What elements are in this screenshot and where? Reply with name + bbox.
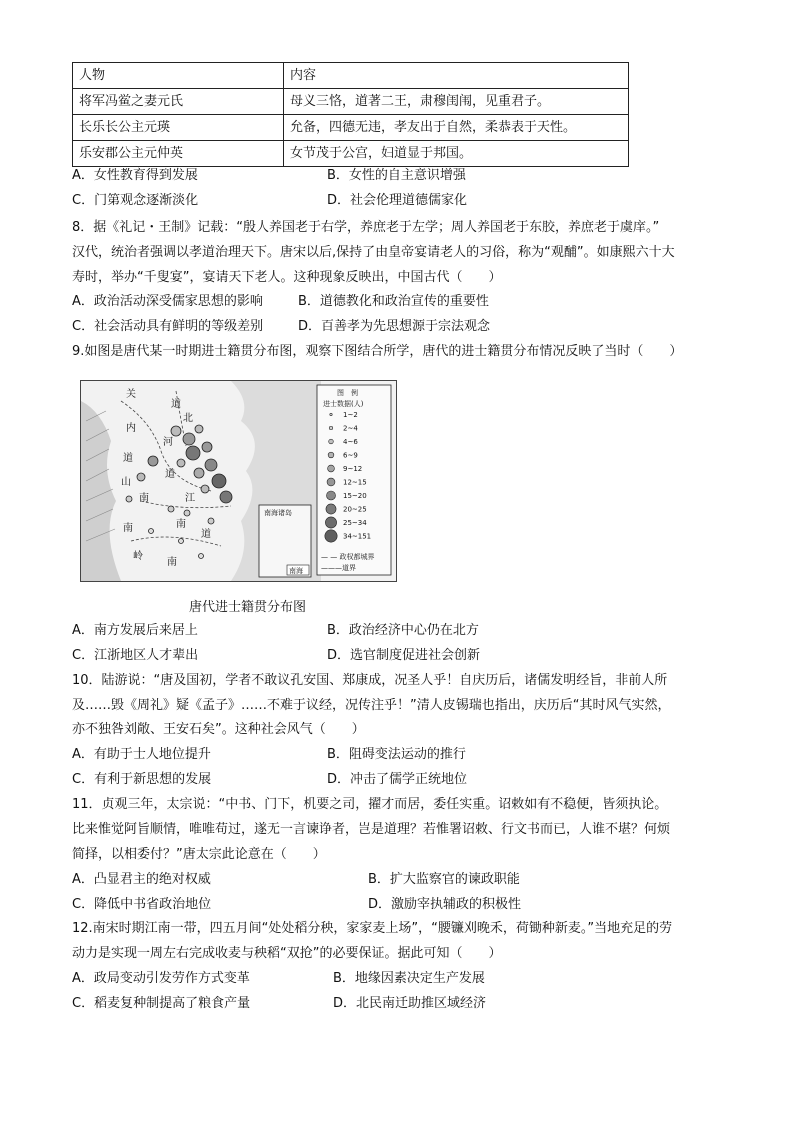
q9-option-b[interactable]: B．政治经济中心仍在北方 bbox=[327, 623, 479, 638]
q8-option-a[interactable]: A．政治活动深受儒家思想的影响 bbox=[72, 294, 263, 309]
table-row bbox=[73, 89, 629, 115]
legend-item-label: 15~20 bbox=[343, 492, 367, 500]
q12-option-d[interactable]: D．北民南迁助推区域经济 bbox=[333, 996, 487, 1011]
map-label: 内 bbox=[126, 423, 136, 434]
legend-title: 图 例 bbox=[337, 389, 358, 397]
q10-option-a[interactable]: A．有助于士人地位提升 bbox=[72, 747, 211, 762]
q8-stem-line: 汉代，统治者强调以孝道治理天下。唐宋以后,保持了由皇帝宴请老人的习俗，称为“观酺”。如康熙六十大 bbox=[72, 245, 675, 260]
q7-option-b[interactable]: B．女性的自主意识增强 bbox=[327, 168, 466, 183]
q12-stem-line: 12.南宋时期江南一带，四五月间“处处稻分秧，家家麦上场”，“腰镰刈晚禾，荷锄种新麦。”当地充足的劳 bbox=[72, 921, 673, 936]
legend-item-label: 9~12 bbox=[343, 465, 363, 473]
q11-option-a[interactable]: A．凸显君主的绝对权威 bbox=[72, 872, 211, 887]
inset-title: 南海诸岛 bbox=[264, 509, 292, 517]
inset-label: 南海 bbox=[289, 567, 303, 575]
q7-option-d[interactable]: D．社会伦理道德儒家化 bbox=[327, 193, 468, 208]
map-label: 南 bbox=[139, 493, 149, 504]
figures-table bbox=[72, 62, 629, 167]
q8-option-b[interactable]: B．道德教化和政治宣传的重要性 bbox=[298, 294, 489, 309]
q12-stem-line: 动力是实现一周左右完成收麦与秧稻“双抢”的必要保证。据此可知（ ） bbox=[72, 946, 502, 961]
map-label: 道 bbox=[165, 469, 175, 480]
q7-option-a[interactable]: A．女性教育得到发展 bbox=[72, 168, 198, 183]
q9-option-a[interactable]: A．南方发展后来居上 bbox=[72, 623, 198, 638]
map-label: 道 bbox=[123, 453, 133, 464]
q8-option-c[interactable]: C．社会活动具有鲜明的等级差别 bbox=[72, 319, 264, 334]
q10-option-c[interactable]: C．有利于新思想的发展 bbox=[72, 772, 212, 787]
legend-item-label: 4~6 bbox=[343, 438, 358, 446]
table-cell: 允备，四德无违，孝友出于自然，柔恭表于天性。 bbox=[284, 115, 629, 141]
map-label: 南 bbox=[123, 523, 133, 534]
legend-marker bbox=[325, 517, 336, 528]
map-label: 山 bbox=[121, 477, 131, 488]
legend-item-label: 25~34 bbox=[343, 519, 367, 527]
q9-stem: 9.如图是唐代某一时期进士籍贯分布图，观察下图结合所学，唐代的进士籍贯分布情况反映了当时（ ） bbox=[72, 344, 683, 359]
legend-marker bbox=[329, 439, 334, 444]
map-caption: 唐代进士籍贯分布图 bbox=[189, 600, 307, 615]
table-cell: 女节茂于公宫，妇道显于邦国。 bbox=[284, 141, 629, 167]
table-cell: 长乐长公主元瑛 bbox=[73, 115, 284, 141]
q11-stem-line: 比来惟觉阿旨顺情，唯唯苟过，遂无一言谏诤者，岂是道理？若惟署诏敕、行文书而已，人谁不堪？何烦 bbox=[72, 822, 671, 837]
legend-road: ———道界 bbox=[321, 564, 356, 572]
legend-marker bbox=[329, 426, 333, 430]
q11-option-b[interactable]: B．扩大监察官的谏政职能 bbox=[368, 872, 520, 887]
q12-option-c[interactable]: C．稻麦复种制提高了粮食产量 bbox=[72, 996, 251, 1011]
q11-stem-line: 简择，以相委付？”唐太宗此论意在（ ） bbox=[72, 847, 326, 862]
legend-item-label: 34~151 bbox=[343, 532, 372, 541]
map-label: 南 bbox=[176, 519, 186, 530]
table-cell: 乐安郡公主元仲英 bbox=[73, 141, 284, 167]
q10-option-b[interactable]: B．阻碍变法运动的推行 bbox=[327, 747, 466, 762]
map-label: 北 bbox=[183, 413, 193, 424]
legend-item-label: 6~9 bbox=[343, 451, 358, 460]
map-label: 江 bbox=[185, 493, 195, 504]
q10-stem-line: 10．陆游说：“唐及国初，学者不敢议孔安国、郑康成，况圣人乎！自庆历后，诸儒发明经旨，非前人所 bbox=[72, 673, 668, 688]
legend-marker bbox=[327, 491, 336, 500]
legend-marker bbox=[330, 413, 332, 415]
table-cell: 母义三恪，道著二王，肃穆闺闱，见重君子。 bbox=[284, 89, 629, 115]
map-label: 岭 bbox=[133, 551, 143, 562]
tang-jinshi-map bbox=[80, 380, 397, 582]
table-header-cell: 内容 bbox=[284, 63, 629, 89]
q11-stem-line: 11．贞观三年，太宗说：“中书、门下，机要之司，擢才而居，委任实重。诏敕如有不稳便，皆须执论。 bbox=[72, 797, 668, 812]
q9-option-d[interactable]: D．选官制度促进社会创新 bbox=[327, 648, 481, 663]
legend-item-label: 1~2 bbox=[343, 411, 358, 419]
q8-option-d[interactable]: D．百善孝为先思想源于宗法观念 bbox=[298, 319, 491, 334]
q12-option-a[interactable]: A．政局变动引发劳作方式变革 bbox=[72, 971, 250, 986]
legend-item-label: 2~4 bbox=[343, 424, 358, 433]
legend-marker bbox=[325, 530, 337, 542]
table-header-cell: 人物 bbox=[73, 63, 284, 89]
map-label: 河 bbox=[163, 437, 173, 448]
table-cell: 将军冯鲎之妻元氏 bbox=[73, 89, 284, 115]
legend-subtitle: 进士数据(人) bbox=[323, 400, 364, 408]
legend-item-label: 20~25 bbox=[343, 505, 367, 514]
q10-stem-line: 亦不独咎刘敞、王安石矣”。这种社会风气（ ） bbox=[72, 722, 365, 737]
map-label: 道 bbox=[201, 529, 211, 540]
table-row bbox=[73, 141, 629, 167]
q12-option-b[interactable]: B．地缘因素决定生产发展 bbox=[333, 971, 485, 986]
legend-item-label: 12~15 bbox=[343, 478, 367, 487]
q11-option-c[interactable]: C．降低中书省政治地位 bbox=[72, 897, 212, 912]
q10-stem-line: 及……毁《周礼》疑《孟子》……不难于议经，况传注乎！”清人皮锡瑞也指出，庆历后“其时风气实然， bbox=[72, 698, 671, 713]
q11-option-d[interactable]: D．激励宰执辅政的积极性 bbox=[368, 897, 522, 912]
map-label: 道 bbox=[171, 399, 181, 410]
q8-stem-line: 8．据《礼记・王制》记载：“殷人养国老于右学，养庶老于左学；周人养国老于东胶，养庶老于虞庠。” bbox=[72, 220, 660, 235]
q10-option-d[interactable]: D．冲击了儒学正统地位 bbox=[327, 772, 468, 787]
q7-option-c[interactable]: C．门第观念逐渐淡化 bbox=[72, 193, 199, 208]
legend-marker bbox=[327, 478, 335, 486]
legend-boundary: — — 政权都城界 bbox=[321, 553, 375, 561]
legend-marker bbox=[326, 504, 336, 514]
legend-marker bbox=[328, 465, 335, 472]
q8-stem-line: 寿时，举办“千叟宴”，宴请天下老人。这种现象反映出，中国古代（ ） bbox=[72, 270, 502, 285]
q9-option-c[interactable]: C．江浙地区人才辈出 bbox=[72, 648, 199, 663]
table-row bbox=[73, 115, 629, 141]
legend-marker bbox=[328, 452, 334, 458]
map-label: 南 bbox=[167, 557, 177, 568]
map-graphic bbox=[81, 381, 396, 581]
table-header-row bbox=[73, 63, 629, 89]
map-label: 关 bbox=[126, 389, 136, 400]
